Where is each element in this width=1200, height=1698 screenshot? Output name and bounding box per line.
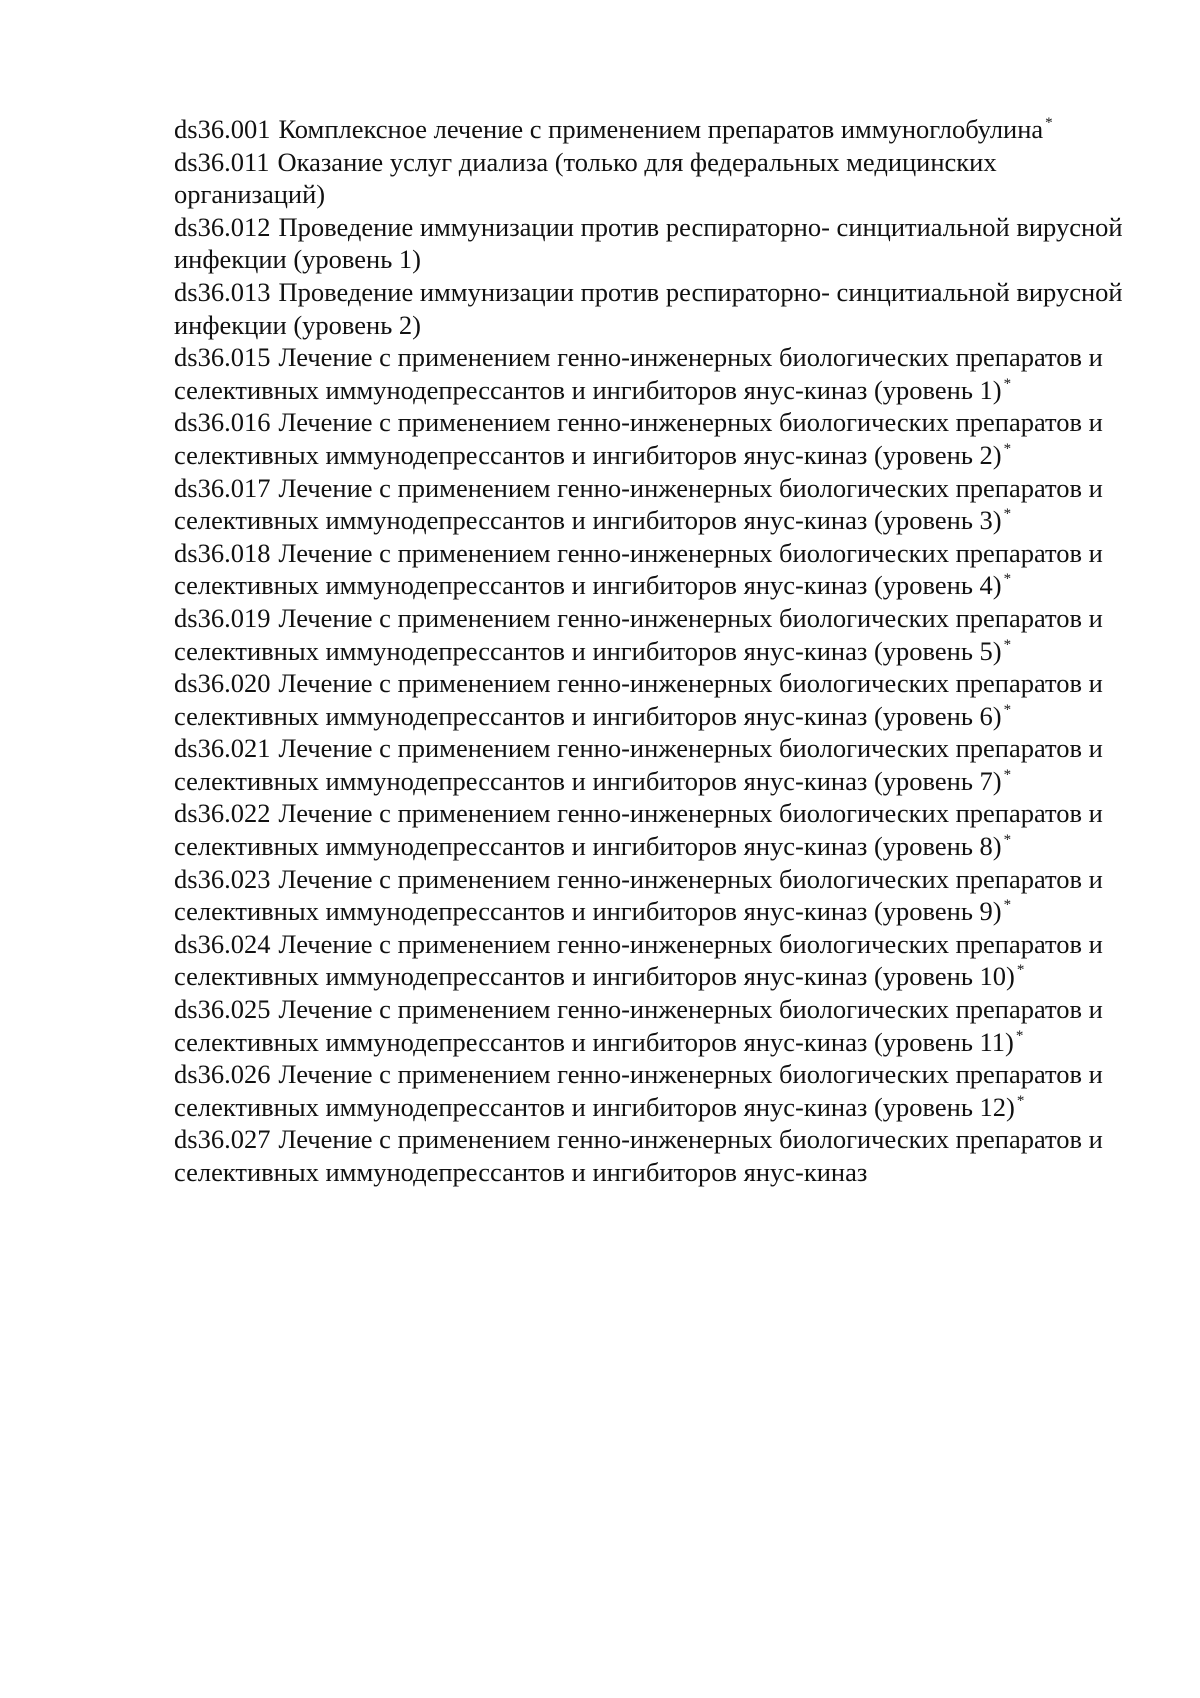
entry-list xyxy=(174,113,1134,1189)
entry-code: ds36.020 xyxy=(174,668,271,699)
entry-text: Лечение с применением генно-инженерных биологических препаратов и селективных иммунодепрессантов и ингибиторов янус-киназ (уровень 7) xyxy=(174,733,1103,796)
footnote-marker: * xyxy=(1003,440,1012,457)
entry-code: ds36.027 xyxy=(174,1124,271,1155)
list-item xyxy=(174,928,1134,993)
entry-text: Оказание услуг диализа (только для федеральных медицинских организаций) xyxy=(174,146,997,210)
entry-text: Лечение с применением генно-инженерных биологических препаратов и селективных иммунодепрессантов и ингибиторов янус-киназ (уровень 1) xyxy=(174,342,1103,405)
entry-code: ds36.022 xyxy=(174,798,271,829)
footnote-marker: * xyxy=(1003,832,1012,849)
footnote-marker: * xyxy=(1016,1092,1025,1109)
entry-text: Лечение с применением генно-инженерных биологических препаратов и селективных иммунодепрессантов и ингибиторов янус-киназ xyxy=(174,1124,1103,1187)
list-item xyxy=(174,1123,1134,1188)
entry-code: ds36.026 xyxy=(174,1059,271,1090)
footnote-marker: * xyxy=(1015,1027,1024,1044)
entry-text: Лечение с применением генно-инженерных биологических препаратов и селективных иммунодепрессантов и ингибиторов янус-киназ (уровень 8) xyxy=(174,798,1103,862)
entry-text: Лечение с применением генно-инженерных биологических препаратов и селективных иммунодепрессантов и ингибиторов янус-киназ (уровень 11) xyxy=(174,994,1103,1057)
list-item xyxy=(174,406,1134,471)
entry-code: ds36.024 xyxy=(174,928,271,959)
footnote-marker: * xyxy=(1003,701,1012,718)
list-item xyxy=(174,472,1134,537)
list-item xyxy=(174,211,1134,276)
entry-code: ds36.012 xyxy=(174,211,271,242)
list-item xyxy=(174,113,1134,146)
footnote-marker: * xyxy=(1003,506,1012,523)
footnote-marker: * xyxy=(1003,636,1012,653)
footnote-marker: * xyxy=(1003,766,1012,783)
list-item xyxy=(174,667,1134,732)
list-item xyxy=(174,341,1134,406)
footnote-marker: * xyxy=(1003,571,1012,588)
entry-text: Лечение с применением генно-инженерных биологических препаратов и селективных иммунодепрессантов и ингибиторов янус-киназ (уровень 3) xyxy=(174,472,1103,536)
entry-text: Лечение с применением генно-инженерных биологических препаратов и селективных иммунодепрессантов и ингибиторов янус-киназ (уровень 12) xyxy=(174,1059,1103,1122)
entry-text: Комплексное лечение с применением препаратов иммуноглобулина xyxy=(278,114,1044,144)
entry-code: ds36.013 xyxy=(174,276,271,307)
footnote-marker: * xyxy=(1045,115,1053,131)
list-item xyxy=(174,146,1134,211)
entry-text: Проведение иммунизации против респираторно- синцитиальной вирусной инфекции (уровень 2) xyxy=(174,276,1123,340)
entry-code: ds36.016 xyxy=(174,407,271,438)
entry-text: Проведение иммунизации против респираторно- синцитиальной вирусной инфекции (уровень 1) xyxy=(174,211,1123,275)
list-item xyxy=(174,276,1134,341)
entry-code: ds36.015 xyxy=(174,342,271,373)
entry-code: ds36.011 xyxy=(174,146,270,177)
entry-text: Лечение с применением генно-инженерных биологических препаратов и селективных иммунодепрессантов и ингибиторов янус-киназ (уровень 2) xyxy=(174,407,1103,470)
list-item xyxy=(174,993,1134,1058)
entry-code: ds36.019 xyxy=(174,602,271,633)
entry-text: Лечение с применением генно-инженерных биологических препаратов и селективных иммунодепрессантов и ингибиторов янус-киназ (уровень 4) xyxy=(174,537,1103,601)
entry-text: Лечение с применением генно-инженерных биологических препаратов и селективных иммунодепрессантов и ингибиторов янус-киназ (уровень 10) xyxy=(174,928,1103,992)
footnote-marker: * xyxy=(1003,375,1012,392)
footnote-marker: * xyxy=(1016,962,1025,979)
entry-code: ds36.018 xyxy=(174,537,271,568)
entry-code: ds36.001 xyxy=(174,114,271,144)
entry-text: Лечение с применением генно-инженерных биологических препаратов и селективных иммунодепрессантов и ингибиторов янус-киназ (уровень 6) xyxy=(174,668,1103,731)
entry-text: Лечение с применением генно-инженерных биологических препаратов и селективных иммунодепрессантов и ингибиторов янус-киназ (уровень 5) xyxy=(174,602,1103,666)
list-item xyxy=(174,732,1134,797)
list-item xyxy=(174,1058,1134,1123)
list-item xyxy=(174,537,1134,602)
entry-code: ds36.017 xyxy=(174,472,271,503)
list-item xyxy=(174,602,1134,667)
entry-text: Лечение с применением генно-инженерных биологических препаратов и селективных иммунодепрессантов и ингибиторов янус-киназ (уровень 9) xyxy=(174,863,1103,927)
list-item xyxy=(174,797,1134,862)
entry-code: ds36.025 xyxy=(174,994,271,1025)
entry-code: ds36.023 xyxy=(174,863,271,894)
list-item xyxy=(174,863,1134,928)
entry-code: ds36.021 xyxy=(174,733,271,764)
footnote-marker: * xyxy=(1003,897,1012,914)
